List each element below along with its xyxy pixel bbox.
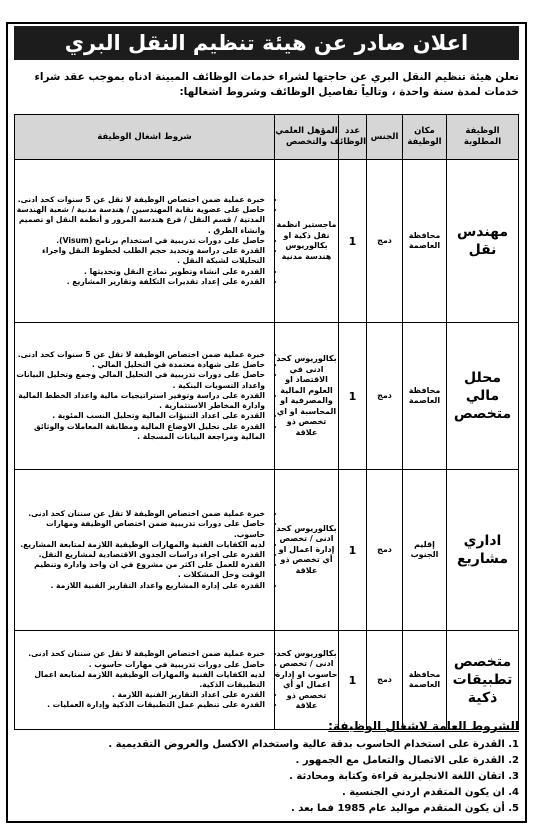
condition-item: • خبرة عملية ضمن اختصاص الوظيفة لا تقل عن 5 سنوات كحد ادنى. <box>15 195 265 205</box>
table-row <box>15 160 519 323</box>
job-sex: دمج <box>367 160 403 323</box>
job-conditions <box>15 470 275 631</box>
condition-item: • حاصل على دورات تدريبية في مهارات حاسوب . <box>15 660 265 670</box>
condition-item: • القدرة على انشاء وتطوير نماذج النقل وتحديثها . <box>15 267 265 277</box>
announcement-banner: اعلان صادر عن هيئة تنظيم النقل البري <box>14 26 519 60</box>
condition-item: • حاصل على عضوية نقابة المهندسين / هندسة مدنية / شعبة الهندسة المدنية / قسم النقل / فرع هندسة المرور و أنظمة النقل او تصميم وانشاء الطرق . <box>15 205 265 236</box>
job-count: 1 <box>339 160 367 323</box>
condition-item: • القدرة على إعداد تقديرات التكلفة وتقارير المشاريع . <box>15 277 265 287</box>
job-title: اداري مشاريع <box>447 470 519 631</box>
general-conditions <box>14 718 519 817</box>
general-condition-item: 3. اتقان اللغة الانجليزية قراءة وكتابة ومحادثة . <box>289 771 519 782</box>
condition-item: • القدرة للعمل على اكثر من مشروع في ان واحد وادارة وتنظيم الوقت وحل المشكلات . <box>15 560 265 580</box>
conditions-list <box>15 195 274 287</box>
condition-item: • خبرة عملية ضمن اختصاص الوظيفة لا تقل عن سنتان كحد ادنى. <box>15 649 265 659</box>
general-condition-item: 4. ان يكون المتقدم اردني الجنسية . <box>341 787 519 798</box>
condition-item: • لديه الكفايات الفنية والمهارات الوظيفية اللازمة لمتابعة اعمال التطبيقات الذكية. <box>15 670 265 690</box>
condition-item: • خبرة عملية ضمن اختصاص الوظيفة لا تقل عن سنتان كحد ادنى. <box>15 509 265 519</box>
conditions-list <box>15 509 274 591</box>
job-title: محلل مالي متخصص <box>447 323 519 470</box>
conditions-list <box>15 649 274 710</box>
table-header-row <box>15 115 519 160</box>
job-qualification: بكالوريوس كحد ادنى / تخصص حاسوب او إدارة اعمال او أي تخصص ذو علاقة <box>275 631 339 730</box>
header-count: عدد الوظائف <box>339 115 367 160</box>
job-location: محافظة العاصمة <box>403 631 447 730</box>
condition-item: • القدرة على تنظيم عمل التطبيقات الذكية وإدارة العمليات . <box>15 700 265 710</box>
condition-item: • القدرة على تحليل الاوضاع المالية ومطابقة المعاملات والوثائق المالية ومراجعة البيانات المسجلة . <box>15 422 265 442</box>
job-sex: دمج <box>367 323 403 470</box>
condition-item: • القدرة على إدارة المشاريع واعداد التقارير الفنية اللازمة . <box>15 581 265 591</box>
header-location: مكان الوظيفة <box>403 115 447 160</box>
general-conditions-title: الشروط العامة لاشغال الوظيفة: <box>328 719 519 733</box>
job-title: مهندس نقل <box>447 160 519 323</box>
job-conditions <box>15 160 275 323</box>
condition-item: • حاصل على دورات تدريبية في استخدام برنامج (Visum). <box>15 236 265 246</box>
condition-item: • القدرة على دراسة وتحديد حجم الطلب لخطوط النقل واجراء التحليلات لشبكة النقل . <box>15 246 265 266</box>
job-location: محافظة العاصمة <box>403 160 447 323</box>
job-sex: دمج <box>367 631 403 730</box>
header-sex: الجنس <box>367 115 403 160</box>
job-count: 1 <box>339 470 367 631</box>
table-row <box>15 631 519 730</box>
general-condition-item: 5. أن يكون المتقدم مواليد عام 1985 فما بعد . <box>291 803 519 814</box>
condition-item: • لديه الكفايات الفنية والمهارات الوظيفية اللازمة لمتابعة المشاريع. <box>15 540 265 550</box>
table-row <box>15 470 519 631</box>
conditions-list <box>15 350 274 442</box>
table-row <box>15 323 519 470</box>
job-qualification: بكالوريوس كحد ادنى في الاقتصاد او العلوم المالية والمصرفية او المحاسبة او اي تخصص ذو علاقة <box>275 323 339 470</box>
condition-item: • خبرة عملية ضمن اختصاص الوظيفة لا تقل عن 5 سنوات كحد ادنى. <box>15 350 265 360</box>
condition-item: • حاصل على دورات تدريبية ضمن اختصاص الوظيفة ومهارات حاسوب. <box>15 519 265 539</box>
job-location: إقليم الجنوب <box>403 470 447 631</box>
job-location: محافظة العاصمة <box>403 323 447 470</box>
intro-paragraph: تعلن هيئة تنظيم النقل البري عن حاجتها لشراء خدمات الوظائف المبينة ادناه بموجب عقد شراء خدمات لمدة سنة واحدة ، وتالياً تفاصيل الوظائف وشروط اشغالها: <box>34 71 519 98</box>
condition-item: • القدرة على اجراء دراسات الجدوى الاقتصادية لمشاريع النقل. <box>15 550 265 560</box>
general-condition-item: 2. القدرة على الاتصال والتعامل مع الجمهور . <box>295 755 519 766</box>
job-conditions <box>15 323 275 470</box>
condition-item: • حاصل على شهادة معتمدة في التحليل المالي . <box>15 360 265 370</box>
job-count: 1 <box>339 631 367 730</box>
general-condition-item: 1. القدرة على استخدام الحاسوب بدقة عالية واستخدام الاكسل والعروض التقديمية . <box>108 739 519 750</box>
job-qualification: بكالوريوس كحد ادنى / تخصص إدارة اعمال او أي تخصص ذو علاقة <box>275 470 339 631</box>
header-qualification: المؤهل العلمي والتخصص <box>275 115 339 160</box>
job-count: 1 <box>339 323 367 470</box>
job-qualification: ماجستير انظمة نقل ذكية او بكالوريوس هندسة مدنية <box>275 160 339 323</box>
job-title: متخصص تطبيقات ذكية <box>447 631 519 730</box>
condition-item: • القدرة على اعداد التقارير الفنية اللازمة . <box>15 690 265 700</box>
job-conditions <box>15 631 275 730</box>
condition-item: • حاصل على دورات تدريبية في التحليل المالي وجمع وتحليل البيانات واعداد التسويات البنكية . <box>15 370 265 390</box>
condition-item: • القدرة على دراسة وتوفير استراتيجيات مالية واعداد الخطط المالية وادارة المخاطر الاستثمارية . <box>15 391 265 411</box>
jobs-table <box>14 114 519 730</box>
condition-item: • القدرة على اعداد التنبؤات المالية وتحليل النسب المئوية . <box>15 411 265 421</box>
header-job: الوظيفة المطلوبة <box>447 115 519 160</box>
job-sex: دمج <box>367 470 403 631</box>
header-conditions: شروط اشغال الوظيفة <box>15 115 275 160</box>
